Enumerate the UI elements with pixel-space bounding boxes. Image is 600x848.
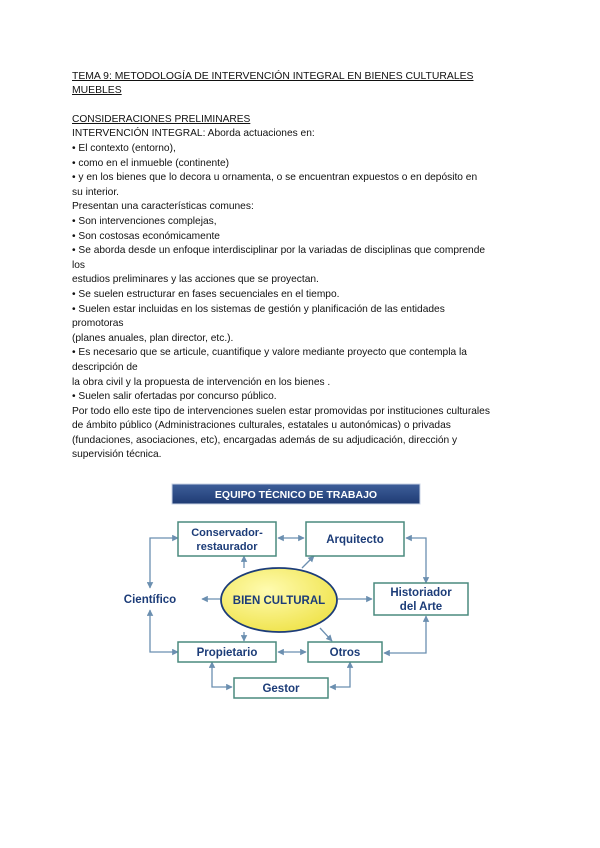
list-item: • El contexto (entorno), bbox=[72, 142, 532, 157]
list-item: • Se aborda desde un enfoque interdisciplinar por la variadas de disciplinas que comprende bbox=[72, 244, 532, 259]
svg-text:Conservador-: Conservador- bbox=[191, 527, 263, 539]
closing-line: supervisión técnica. bbox=[72, 449, 162, 461]
list-item: • Son intervenciones complejas, bbox=[72, 215, 532, 230]
svg-text:Propietario: Propietario bbox=[196, 647, 258, 659]
list-item-continuation: la obra civil y la propuesta de intervención en los bienes . bbox=[72, 376, 331, 388]
svg-text:Arquitecto: Arquitecto bbox=[326, 534, 384, 546]
list-item: • y en los bienes que lo decora u ornamenta, o se encuentran expuestos o en depósito en bbox=[72, 171, 532, 186]
list-item: • Suelen estar incluidas en los sistemas de gestión y planificación de las entidades bbox=[72, 303, 532, 318]
node-otros bbox=[308, 642, 382, 662]
arrow-historiador-otros bbox=[384, 616, 426, 653]
list-item-continuation: descripción de bbox=[72, 361, 138, 373]
arrow-otros-gestor bbox=[330, 662, 350, 687]
list-item: • Es necesario que se articule, cuantifique y valore mediante proyecto que contempla la bbox=[72, 346, 532, 361]
arrow-propietario-gestor bbox=[212, 662, 232, 687]
diagram-header-text: EQUIPO TÉCNICO DE TRABAJO bbox=[214, 489, 378, 501]
section-heading: CONSIDERACIONES PRELIMINARES bbox=[72, 113, 251, 125]
node-arquitecto bbox=[306, 522, 404, 556]
closing-line: de ámbito público (Administraciones culturales, estatales u autonómicas) o privadas bbox=[72, 420, 451, 432]
list-item-continuation: los bbox=[72, 259, 86, 271]
svg-text:Historiador: Historiador bbox=[390, 587, 452, 599]
node-propietario bbox=[178, 642, 276, 662]
arrow-cientifico-propietario bbox=[150, 610, 178, 652]
list-item-continuation: (planes anuales, plan director, etc.). bbox=[72, 332, 234, 344]
closing-line: Por todo ello este tipo de intervenciones suelen estar promovidas por instituciones culturales bbox=[72, 405, 490, 417]
arrow-center-arquitecto bbox=[302, 556, 314, 568]
arrow-conservador-cientifico bbox=[150, 538, 178, 588]
list-item: • Son costosas económicamente bbox=[72, 230, 532, 245]
team-diagram bbox=[120, 482, 480, 704]
node-gestor bbox=[234, 678, 328, 698]
svg-text:Otros: Otros bbox=[329, 647, 361, 659]
node-conservador bbox=[178, 522, 276, 556]
title-line-2: MUEBLES bbox=[72, 85, 122, 97]
svg-text:BIEN CULTURAL: BIEN CULTURAL bbox=[232, 595, 326, 607]
node-historiador bbox=[374, 583, 468, 615]
title-line-1: TEMA 9: METODOLOGÍA DE INTERVENCIÓN INTEGRAL EN BIENES CULTURALES bbox=[72, 71, 474, 82]
document-body bbox=[72, 70, 532, 463]
arrow-center-otros bbox=[320, 628, 332, 641]
node-center bbox=[221, 568, 337, 632]
arrow-arquitecto-historiador bbox=[406, 538, 426, 583]
list-item-continuation: promotoras bbox=[72, 318, 124, 330]
list-item-continuation: estudios preliminares y las acciones que se proyectan. bbox=[72, 274, 319, 286]
svg-text:del Arte: del Arte bbox=[399, 601, 443, 613]
closing-line: (fundaciones, asociaciones, etc), encargadas además de su adjudicación, dirección y bbox=[72, 434, 458, 446]
svg-text:restaurador: restaurador bbox=[196, 541, 258, 553]
features-intro: Presentan una características comunes: bbox=[72, 201, 254, 213]
document-title bbox=[72, 70, 532, 99]
list-item-continuation: su interior. bbox=[72, 186, 119, 198]
intro-text: INTERVENCIÓN INTEGRAL: Aborda actuaciones en: bbox=[72, 128, 315, 140]
svg-text:Científico: Científico bbox=[123, 594, 177, 606]
list-item: • Suelen salir ofertadas por concurso público. bbox=[72, 390, 532, 405]
list-item: • como en el inmueble (continente) bbox=[72, 157, 532, 172]
list-item: • Se suelen estructurar en fases secuenciales en el tiempo. bbox=[72, 288, 532, 303]
svg-text:Gestor: Gestor bbox=[262, 683, 300, 695]
node-cientifico bbox=[124, 594, 176, 606]
